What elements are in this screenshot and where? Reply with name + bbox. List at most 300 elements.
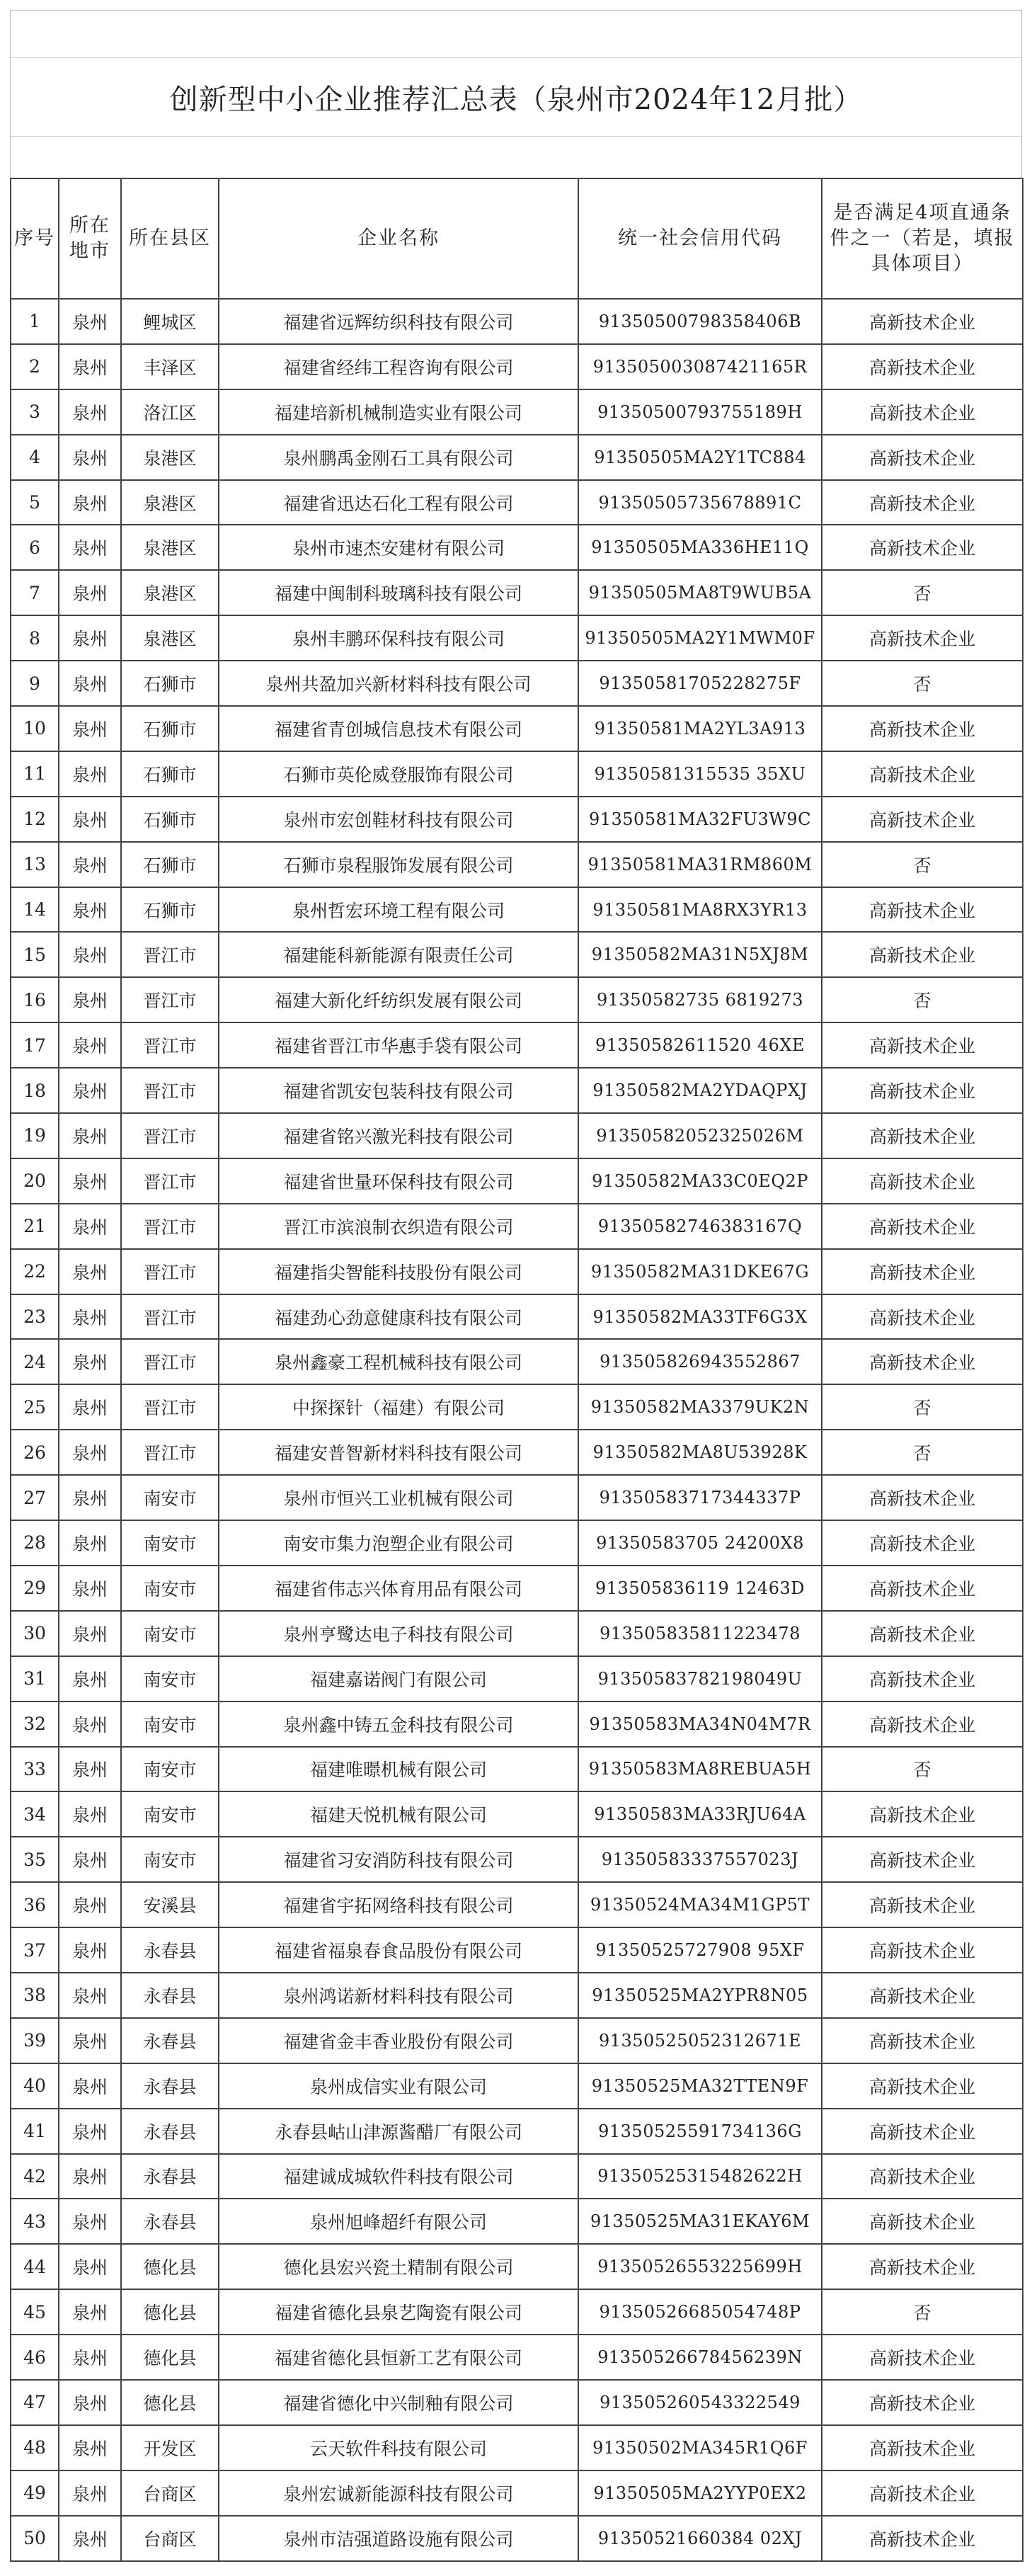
cell-credit-code: 91350581MA31RM860M bbox=[578, 842, 822, 887]
cell-condition: 高新技术企业 bbox=[822, 1113, 1023, 1158]
cell-company-name: 福建嘉诺阀门有限公司 bbox=[219, 1656, 578, 1702]
cell-seq: 34 bbox=[11, 1791, 59, 1837]
cell-credit-code: 91350582MA2YDAQPXJ bbox=[578, 1068, 822, 1113]
cell-credit-code: 91350581315535 35XU bbox=[578, 751, 822, 797]
cell-credit-code: 91350505MA336HE11Q bbox=[578, 525, 822, 570]
cell-seq: 6 bbox=[11, 525, 59, 570]
cell-seq: 9 bbox=[11, 661, 59, 706]
cell-company-name: 福建省远辉纺织科技有限公司 bbox=[219, 299, 578, 344]
table-row bbox=[11, 842, 1023, 887]
cell-city: 泉州 bbox=[59, 570, 121, 615]
cell-condition: 否 bbox=[822, 842, 1023, 887]
cell-city: 泉州 bbox=[59, 480, 121, 525]
cell-condition: 高新技术企业 bbox=[822, 797, 1023, 842]
cell-county: 泉港区 bbox=[121, 525, 219, 570]
cell-county: 南安市 bbox=[121, 1566, 219, 1611]
cell-company-name: 中探探针（福建）有限公司 bbox=[219, 1384, 578, 1430]
table-row bbox=[11, 2109, 1023, 2154]
cell-company-name: 泉州共盈加兴新材料科技有限公司 bbox=[219, 661, 578, 706]
cell-city: 泉州 bbox=[59, 2244, 121, 2289]
table-row bbox=[11, 1656, 1023, 1702]
cell-city: 泉州 bbox=[59, 977, 121, 1022]
cell-company-name: 福建省伟志兴体育用品有限公司 bbox=[219, 1566, 578, 1611]
cell-seq: 29 bbox=[11, 1566, 59, 1611]
table-row bbox=[11, 1837, 1023, 1882]
cell-company-name: 泉州市洁强道路设施有限公司 bbox=[219, 2516, 578, 2561]
cell-seq: 37 bbox=[11, 1927, 59, 1973]
cell-county: 南安市 bbox=[121, 1475, 219, 1520]
cell-county: 泉港区 bbox=[121, 435, 219, 480]
cell-seq: 12 bbox=[11, 797, 59, 842]
cell-company-name: 云天软件科技有限公司 bbox=[219, 2425, 578, 2470]
cell-seq: 2 bbox=[11, 344, 59, 389]
table-row bbox=[11, 977, 1023, 1022]
table-row bbox=[11, 1204, 1023, 1249]
table-row bbox=[11, 570, 1023, 615]
cell-condition: 高新技术企业 bbox=[822, 1882, 1023, 1927]
cell-condition: 高新技术企业 bbox=[822, 2470, 1023, 2516]
cell-county: 石狮市 bbox=[121, 887, 219, 933]
cell-city: 泉州 bbox=[59, 525, 121, 570]
cell-condition: 高新技术企业 bbox=[822, 2380, 1023, 2425]
cell-condition: 高新技术企业 bbox=[822, 1611, 1023, 1656]
cell-city: 泉州 bbox=[59, 2109, 121, 2154]
cell-city: 泉州 bbox=[59, 1927, 121, 1973]
cell-city: 泉州 bbox=[59, 1475, 121, 1520]
table-row bbox=[11, 2380, 1023, 2425]
cell-county: 晋江市 bbox=[121, 1339, 219, 1384]
cell-city: 泉州 bbox=[59, 2425, 121, 2470]
cell-credit-code: 91350521660384 02XJ bbox=[578, 2516, 822, 2561]
cell-credit-code: 91350505MA2Y1TC884 bbox=[578, 435, 822, 480]
cell-county: 开发区 bbox=[121, 2425, 219, 2470]
cell-county: 晋江市 bbox=[121, 977, 219, 1022]
cell-company-name: 石狮市英伦威登服饰有限公司 bbox=[219, 751, 578, 797]
cell-condition: 高新技术企业 bbox=[822, 1204, 1023, 1249]
table-row bbox=[11, 1384, 1023, 1430]
cell-county: 晋江市 bbox=[121, 1204, 219, 1249]
cell-seq: 35 bbox=[11, 1837, 59, 1882]
cell-company-name: 福建省宇拓网络科技有限公司 bbox=[219, 1882, 578, 1927]
cell-credit-code: 91350502MA345R1Q6F bbox=[578, 2425, 822, 2470]
cell-condition: 高新技术企业 bbox=[822, 2199, 1023, 2244]
cell-city: 泉州 bbox=[59, 1973, 121, 2018]
cell-credit-code: 91350582746383167Q bbox=[578, 1204, 822, 1249]
cell-seq: 42 bbox=[11, 2154, 59, 2199]
cell-seq: 26 bbox=[11, 1430, 59, 1475]
cell-county: 永春县 bbox=[121, 2109, 219, 2154]
table-row bbox=[11, 1113, 1023, 1158]
cell-seq: 20 bbox=[11, 1158, 59, 1204]
cell-credit-code: 913505260543322549 bbox=[578, 2380, 822, 2425]
cell-seq: 1 bbox=[11, 299, 59, 344]
cell-seq: 22 bbox=[11, 1249, 59, 1294]
cell-city: 泉州 bbox=[59, 1022, 121, 1068]
cell-seq: 11 bbox=[11, 751, 59, 797]
cell-condition: 高新技术企业 bbox=[822, 2425, 1023, 2470]
blank-spacer-row bbox=[11, 137, 1021, 178]
cell-company-name: 泉州鸿诺新材料科技有限公司 bbox=[219, 1973, 578, 2018]
cell-credit-code: 91350500798358406B bbox=[578, 299, 822, 344]
cell-county: 德化县 bbox=[121, 2289, 219, 2335]
cell-company-name: 德化县宏兴瓷土精制有限公司 bbox=[219, 2244, 578, 2289]
cell-company-name: 石狮市泉程服饰发展有限公司 bbox=[219, 842, 578, 887]
cell-seq: 27 bbox=[11, 1475, 59, 1520]
cell-city: 泉州 bbox=[59, 1384, 121, 1430]
cell-seq: 45 bbox=[11, 2289, 59, 2335]
cell-credit-code: 91350505MA2Y1MWM0F bbox=[578, 615, 822, 661]
cell-county: 台商区 bbox=[121, 2470, 219, 2516]
cell-credit-code: 91350500793755189H bbox=[578, 389, 822, 435]
cell-city: 泉州 bbox=[59, 2154, 121, 2199]
cell-condition: 高新技术企业 bbox=[822, 1249, 1023, 1294]
table-row bbox=[11, 1475, 1023, 1520]
table-row bbox=[11, 751, 1023, 797]
cell-credit-code: 91350581705228275F bbox=[578, 661, 822, 706]
cell-company-name: 福建培新机械制造实业有限公司 bbox=[219, 389, 578, 435]
table-row bbox=[11, 1339, 1023, 1384]
cell-condition: 否 bbox=[822, 570, 1023, 615]
cell-seq: 7 bbox=[11, 570, 59, 615]
table-row bbox=[11, 1973, 1023, 2018]
cell-city: 泉州 bbox=[59, 1249, 121, 1294]
cell-county: 洛江区 bbox=[121, 389, 219, 435]
cell-condition: 高新技术企业 bbox=[822, 1339, 1023, 1384]
table-row bbox=[11, 1249, 1023, 1294]
cell-city: 泉州 bbox=[59, 887, 121, 933]
cell-seq: 13 bbox=[11, 842, 59, 887]
cell-company-name: 福建中闽制科玻璃科技有限公司 bbox=[219, 570, 578, 615]
cell-credit-code: 913505835811223478 bbox=[578, 1611, 822, 1656]
cell-county: 永春县 bbox=[121, 1927, 219, 1973]
cell-seq: 15 bbox=[11, 932, 59, 977]
cell-seq: 25 bbox=[11, 1384, 59, 1430]
cell-county: 石狮市 bbox=[121, 842, 219, 887]
cell-city: 泉州 bbox=[59, 299, 121, 344]
cell-company-name: 福建天悦机械有限公司 bbox=[219, 1791, 578, 1837]
table-row bbox=[11, 2244, 1023, 2289]
cell-credit-code: 91350526678456239N bbox=[578, 2335, 822, 2380]
blank-top-row bbox=[11, 11, 1021, 58]
table-row bbox=[11, 1158, 1023, 1204]
cell-city: 泉州 bbox=[59, 389, 121, 435]
table-row bbox=[11, 2154, 1023, 2199]
cell-county: 石狮市 bbox=[121, 706, 219, 751]
header-row bbox=[11, 178, 1023, 299]
cell-city: 泉州 bbox=[59, 1791, 121, 1837]
table-row bbox=[11, 435, 1023, 480]
cell-city: 泉州 bbox=[59, 1882, 121, 1927]
cell-company-name: 泉州宏诚新能源科技有限公司 bbox=[219, 2470, 578, 2516]
cell-company-name: 泉州市宏创鞋材科技有限公司 bbox=[219, 797, 578, 842]
cell-city: 泉州 bbox=[59, 1339, 121, 1384]
cell-county: 南安市 bbox=[121, 1656, 219, 1702]
cell-company-name: 福建省世量环保科技有限公司 bbox=[219, 1158, 578, 1204]
cell-condition: 高新技术企业 bbox=[822, 1837, 1023, 1882]
table-row bbox=[11, 2289, 1023, 2335]
cell-condition: 高新技术企业 bbox=[822, 435, 1023, 480]
cell-credit-code: 91350525MA32TTEN9F bbox=[578, 2063, 822, 2109]
cell-seq: 21 bbox=[11, 1204, 59, 1249]
cell-county: 石狮市 bbox=[121, 661, 219, 706]
cell-county: 安溪县 bbox=[121, 1882, 219, 1927]
cell-county: 泉港区 bbox=[121, 570, 219, 615]
cell-credit-code: 91350582MA3379UK2N bbox=[578, 1384, 822, 1430]
cell-credit-code: 91350525MA2YPR8N05 bbox=[578, 1973, 822, 2018]
cell-credit-code: 91350581MA32FU3W9C bbox=[578, 797, 822, 842]
cell-credit-code: 91350524MA34M1GP5T bbox=[578, 1882, 822, 1927]
cell-credit-code: 91350583705 24200X8 bbox=[578, 1520, 822, 1566]
cell-credit-code: 91350583337557023J bbox=[578, 1837, 822, 1882]
cell-city: 泉州 bbox=[59, 2335, 121, 2380]
cell-county: 永春县 bbox=[121, 2154, 219, 2199]
spreadsheet bbox=[10, 10, 1022, 2562]
cell-company-name: 泉州市恒兴工业机械有限公司 bbox=[219, 1475, 578, 1520]
table-body bbox=[11, 299, 1023, 2561]
cell-condition: 高新技术企业 bbox=[822, 2516, 1023, 2561]
cell-credit-code: 91350505MA8T9WUB5A bbox=[578, 570, 822, 615]
cell-city: 泉州 bbox=[59, 2063, 121, 2109]
cell-county: 晋江市 bbox=[121, 932, 219, 977]
cell-condition: 否 bbox=[822, 1747, 1023, 1792]
cell-city: 泉州 bbox=[59, 1702, 121, 1747]
table-row bbox=[11, 2516, 1023, 2561]
header-condition: 是否满足4项直通条件之一（若是，填报具体项目） bbox=[822, 178, 1023, 299]
cell-company-name: 泉州亨鹭达电子科技有限公司 bbox=[219, 1611, 578, 1656]
cell-company-name: 福建省经纬工程咨询有限公司 bbox=[219, 344, 578, 389]
table-row bbox=[11, 1068, 1023, 1113]
cell-county: 南安市 bbox=[121, 1520, 219, 1566]
cell-seq: 3 bbox=[11, 389, 59, 435]
cell-county: 永春县 bbox=[121, 2199, 219, 2244]
cell-county: 南安市 bbox=[121, 1611, 219, 1656]
table-row bbox=[11, 1927, 1023, 1973]
cell-county: 南安市 bbox=[121, 1791, 219, 1837]
cell-credit-code: 91350583MA8REBUA5H bbox=[578, 1747, 822, 1792]
cell-city: 泉州 bbox=[59, 932, 121, 977]
cell-city: 泉州 bbox=[59, 2199, 121, 2244]
cell-city: 泉州 bbox=[59, 797, 121, 842]
header-city: 所在地市 bbox=[59, 178, 121, 299]
cell-condition: 高新技术企业 bbox=[822, 1927, 1023, 1973]
cell-seq: 43 bbox=[11, 2199, 59, 2244]
cell-city: 泉州 bbox=[59, 1566, 121, 1611]
cell-company-name: 福建省德化中兴制釉有限公司 bbox=[219, 2380, 578, 2425]
cell-county: 台商区 bbox=[121, 2516, 219, 2561]
cell-county: 晋江市 bbox=[121, 1158, 219, 1204]
table-row bbox=[11, 2335, 1023, 2380]
cell-credit-code: 91350582052325026M bbox=[578, 1113, 822, 1158]
cell-condition: 高新技术企业 bbox=[822, 751, 1023, 797]
enterprise-table bbox=[10, 178, 1024, 2562]
cell-city: 泉州 bbox=[59, 1068, 121, 1113]
cell-condition: 高新技术企业 bbox=[822, 2335, 1023, 2380]
cell-condition: 高新技术企业 bbox=[822, 525, 1023, 570]
cell-condition: 否 bbox=[822, 2289, 1023, 2335]
header-company-name: 企业名称 bbox=[219, 178, 578, 299]
cell-city: 泉州 bbox=[59, 2470, 121, 2516]
table-row bbox=[11, 1566, 1023, 1611]
table-row bbox=[11, 797, 1023, 842]
cell-credit-code: 91350582MA8U53928K bbox=[578, 1430, 822, 1475]
cell-county: 晋江市 bbox=[121, 1068, 219, 1113]
cell-credit-code: 91350505735678891C bbox=[578, 480, 822, 525]
cell-city: 泉州 bbox=[59, 2289, 121, 2335]
cell-seq: 48 bbox=[11, 2425, 59, 2470]
table-row bbox=[11, 615, 1023, 661]
cell-company-name: 福建省青创城信息技术有限公司 bbox=[219, 706, 578, 751]
table-row bbox=[11, 389, 1023, 435]
cell-company-name: 福建省金丰香业股份有限公司 bbox=[219, 2018, 578, 2063]
cell-company-name: 福建省德化县泉艺陶瓷有限公司 bbox=[219, 2289, 578, 2335]
cell-city: 泉州 bbox=[59, 1837, 121, 1882]
cell-condition: 高新技术企业 bbox=[822, 887, 1023, 933]
table-row bbox=[11, 1294, 1023, 1340]
cell-county: 泉港区 bbox=[121, 615, 219, 661]
cell-seq: 31 bbox=[11, 1656, 59, 1702]
cell-county: 德化县 bbox=[121, 2244, 219, 2289]
cell-company-name: 福建指尖智能科技股份有限公司 bbox=[219, 1249, 578, 1294]
cell-credit-code: 913505836119 12463D bbox=[578, 1566, 822, 1611]
cell-credit-code: 91350581MA8RX3YR13 bbox=[578, 887, 822, 933]
table-row bbox=[11, 525, 1023, 570]
cell-condition: 高新技术企业 bbox=[822, 299, 1023, 344]
cell-seq: 14 bbox=[11, 887, 59, 933]
cell-credit-code: 91350526685054748P bbox=[578, 2289, 822, 2335]
table-row bbox=[11, 2063, 1023, 2109]
table-row bbox=[11, 1520, 1023, 1566]
cell-company-name: 泉州旭峰超纤有限公司 bbox=[219, 2199, 578, 2244]
cell-credit-code: 91350581MA2YL3A913 bbox=[578, 706, 822, 751]
cell-credit-code: 91350583MA34N04M7R bbox=[578, 1702, 822, 1747]
cell-seq: 28 bbox=[11, 1520, 59, 1566]
cell-credit-code: 91350525315482622H bbox=[578, 2154, 822, 2199]
cell-city: 泉州 bbox=[59, 2380, 121, 2425]
cell-city: 泉州 bbox=[59, 1430, 121, 1475]
cell-seq: 49 bbox=[11, 2470, 59, 2516]
cell-county: 丰泽区 bbox=[121, 344, 219, 389]
table-row bbox=[11, 2199, 1023, 2244]
cell-seq: 4 bbox=[11, 435, 59, 480]
cell-credit-code: 91350525052312671E bbox=[578, 2018, 822, 2063]
cell-credit-code: 913505826943552867 bbox=[578, 1339, 822, 1384]
cell-company-name: 泉州鑫豪工程机械科技有限公司 bbox=[219, 1339, 578, 1384]
cell-credit-code: 91350582MA31N5XJ8M bbox=[578, 932, 822, 977]
cell-company-name: 泉州鑫中铸五金科技有限公司 bbox=[219, 1702, 578, 1747]
cell-city: 泉州 bbox=[59, 2018, 121, 2063]
cell-condition: 高新技术企业 bbox=[822, 1294, 1023, 1340]
cell-company-name: 泉州丰鹏环保科技有限公司 bbox=[219, 615, 578, 661]
cell-condition: 高新技术企业 bbox=[822, 480, 1023, 525]
cell-condition: 高新技术企业 bbox=[822, 2244, 1023, 2289]
cell-credit-code: 91350582611520 46XE bbox=[578, 1022, 822, 1068]
table-row bbox=[11, 1702, 1023, 1747]
cell-city: 泉州 bbox=[59, 842, 121, 887]
cell-condition: 高新技术企业 bbox=[822, 1656, 1023, 1702]
cell-condition: 高新技术企业 bbox=[822, 2109, 1023, 2154]
cell-condition: 高新技术企业 bbox=[822, 1475, 1023, 1520]
cell-condition: 高新技术企业 bbox=[822, 2018, 1023, 2063]
cell-city: 泉州 bbox=[59, 2516, 121, 2561]
header-seq: 序号 bbox=[11, 178, 59, 299]
cell-condition: 高新技术企业 bbox=[822, 615, 1023, 661]
cell-city: 泉州 bbox=[59, 344, 121, 389]
cell-condition: 高新技术企业 bbox=[822, 706, 1023, 751]
cell-city: 泉州 bbox=[59, 1113, 121, 1158]
header-county: 所在县区 bbox=[121, 178, 219, 299]
cell-seq: 41 bbox=[11, 2109, 59, 2154]
cell-credit-code: 91350582MA33C0EQ2P bbox=[578, 1158, 822, 1204]
cell-city: 泉州 bbox=[59, 706, 121, 751]
cell-condition: 否 bbox=[822, 661, 1023, 706]
cell-credit-code: 91350525MA31EKAY6M bbox=[578, 2199, 822, 2244]
cell-condition: 高新技术企业 bbox=[822, 1068, 1023, 1113]
cell-county: 石狮市 bbox=[121, 797, 219, 842]
cell-county: 泉港区 bbox=[121, 480, 219, 525]
cell-county: 晋江市 bbox=[121, 1249, 219, 1294]
cell-seq: 44 bbox=[11, 2244, 59, 2289]
table-row bbox=[11, 299, 1023, 344]
cell-company-name: 福建省晋江市华惠手袋有限公司 bbox=[219, 1022, 578, 1068]
cell-city: 泉州 bbox=[59, 1747, 121, 1792]
table-row bbox=[11, 1791, 1023, 1837]
cell-credit-code: 91350583717344337P bbox=[578, 1475, 822, 1520]
cell-seq: 23 bbox=[11, 1294, 59, 1340]
cell-condition: 否 bbox=[822, 977, 1023, 1022]
cell-credit-code: 91350582MA31DKE67G bbox=[578, 1249, 822, 1294]
table-row bbox=[11, 661, 1023, 706]
cell-city: 泉州 bbox=[59, 1294, 121, 1340]
cell-seq: 36 bbox=[11, 1882, 59, 1927]
cell-company-name: 晋江市滨浪制衣织造有限公司 bbox=[219, 1204, 578, 1249]
header-credit-code: 统一社会信用代码 bbox=[578, 178, 822, 299]
cell-seq: 38 bbox=[11, 1973, 59, 2018]
cell-seq: 10 bbox=[11, 706, 59, 751]
cell-seq: 46 bbox=[11, 2335, 59, 2380]
cell-city: 泉州 bbox=[59, 1520, 121, 1566]
table-row bbox=[11, 344, 1023, 389]
cell-company-name: 泉州成信实业有限公司 bbox=[219, 2063, 578, 2109]
cell-credit-code: 91350583782198049U bbox=[578, 1656, 822, 1702]
cell-company-name: 永春县岵山津源酱醋厂有限公司 bbox=[219, 2109, 578, 2154]
cell-seq: 8 bbox=[11, 615, 59, 661]
cell-county: 晋江市 bbox=[121, 1113, 219, 1158]
cell-seq: 40 bbox=[11, 2063, 59, 2109]
table-row bbox=[11, 2425, 1023, 2470]
page-title: 创新型中小企业推荐汇总表（泉州市2024年12月批） bbox=[11, 58, 1021, 137]
cell-credit-code: 91350583MA33RJU64A bbox=[578, 1791, 822, 1837]
cell-company-name: 泉州鹏禹金刚石工具有限公司 bbox=[219, 435, 578, 480]
cell-credit-code: 91350582735 6819273 bbox=[578, 977, 822, 1022]
cell-city: 泉州 bbox=[59, 1158, 121, 1204]
cell-seq: 50 bbox=[11, 2516, 59, 2561]
cell-condition: 否 bbox=[822, 1430, 1023, 1475]
table-row bbox=[11, 1022, 1023, 1068]
cell-seq: 5 bbox=[11, 480, 59, 525]
table-row bbox=[11, 1747, 1023, 1792]
cell-county: 石狮市 bbox=[121, 751, 219, 797]
cell-city: 泉州 bbox=[59, 1611, 121, 1656]
cell-city: 泉州 bbox=[59, 435, 121, 480]
table-row bbox=[11, 887, 1023, 933]
cell-condition: 高新技术企业 bbox=[822, 344, 1023, 389]
cell-company-name: 福建省铭兴激光科技有限公司 bbox=[219, 1113, 578, 1158]
cell-county: 永春县 bbox=[121, 1973, 219, 2018]
cell-company-name: 泉州哲宏环境工程有限公司 bbox=[219, 887, 578, 933]
cell-company-name: 福建省凯安包装科技有限公司 bbox=[219, 1068, 578, 1113]
cell-company-name: 福建劲心劲意健康科技有限公司 bbox=[219, 1294, 578, 1340]
cell-city: 泉州 bbox=[59, 1204, 121, 1249]
